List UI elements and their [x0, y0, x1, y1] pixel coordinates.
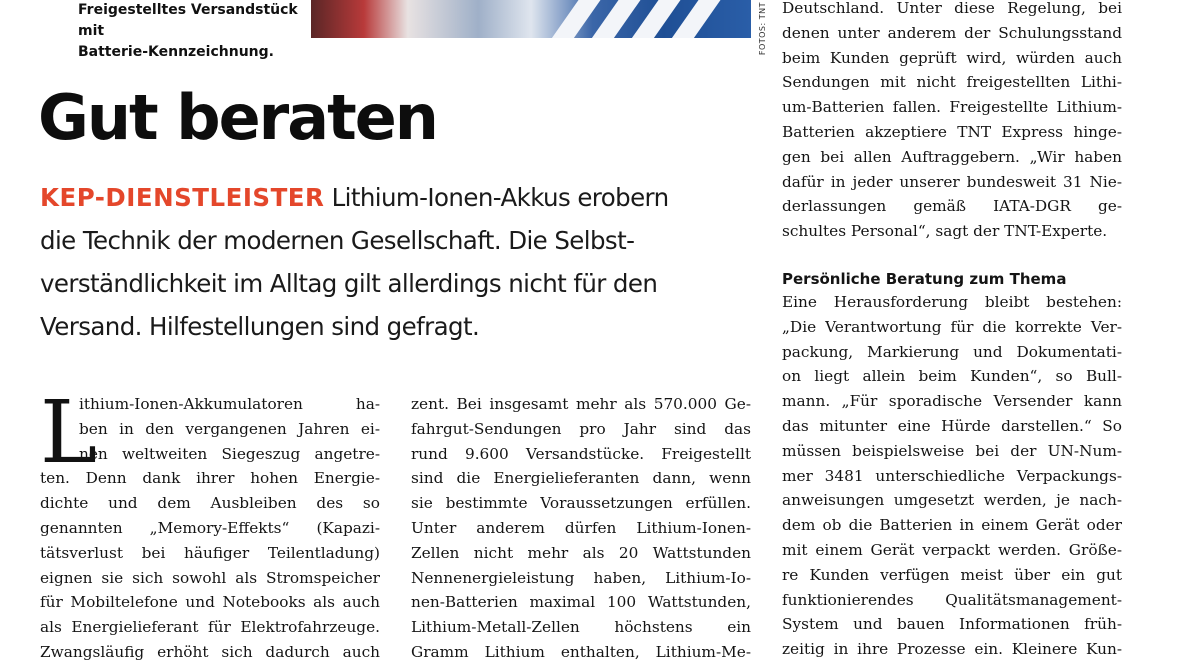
text-line: sind die Energielieferanten dann, wenn	[411, 469, 751, 488]
text-line: sie bestimmte Voraussetzungen erfüllen.	[411, 494, 751, 513]
text-line: eignen sie sich sowohl als Stromspeicher	[40, 568, 380, 587]
text-line: ten. Denn dank ihrer hohen Energie-	[40, 469, 380, 488]
body-column-1	[40, 383, 380, 665]
text-line: mit einem Gerät verpackt werden. Größe-	[782, 540, 1122, 559]
article-photo	[311, 0, 751, 38]
lead-paragraph	[40, 176, 755, 348]
dropcap: L	[40, 383, 98, 483]
text-line: beim Kunden geprüft wird, würden auch	[782, 48, 1122, 67]
text-line: Zwangsläufig erhöht sich dadurch auch	[40, 642, 380, 661]
subheading: Persönliche Beratung zum Thema	[782, 269, 1067, 288]
text-line: dichte und dem Ausbleiben des so	[40, 494, 380, 513]
text-line: Lithium-Metall-Zellen höchstens ein	[411, 618, 751, 637]
body-column-3	[782, 0, 1122, 662]
text-line: re Kunden verfügen meist über ein gut	[782, 565, 1122, 584]
text-line: ben in den vergangenen Jahren ei-	[79, 419, 380, 438]
text-line: tätsverlust bei häufiger Teilentladung)	[40, 543, 380, 562]
lead-line: Lithium-Ionen-Akkus erobern	[324, 183, 669, 212]
lead-line: Versand. Hilfestellungen sind gefragt.	[40, 312, 480, 341]
text-line: Unter anderem dürfen Lithium-Ionen-	[411, 518, 751, 537]
text-line: funktionierendes Qualitätsmanagement-	[782, 590, 1122, 609]
text-line: zeitig in ihre Prozesse ein. Kleinere Kun-	[782, 640, 1122, 659]
text-line: Deutschland. Unter diese Regelung, bei	[782, 0, 1122, 17]
lead-line: die Technik der modernen Gesellschaft. Die Selbst-	[40, 226, 635, 255]
photo-caption	[78, 0, 308, 63]
text-line: packung, Markierung und Dokumentati-	[782, 342, 1122, 361]
text-line: für Mobiltelefone und Notebooks als auch	[40, 593, 380, 612]
text-line: Batterien akzeptiere TNT Express hinge-	[782, 122, 1122, 141]
text-line: schultes Personal“, sagt der TNT-Experte.	[782, 222, 1108, 241]
text-line: Nennenergieleistung haben, Lithium-Io-	[411, 568, 751, 587]
body-column-2	[411, 392, 751, 665]
text-line: on liegt allein beim Kunden“, so Bull-	[782, 367, 1122, 386]
lead-line: verständlichkeit im Alltag gilt allerdings nicht für den	[40, 269, 658, 298]
text-line: dem ob die Batterien in einem Gerät oder	[782, 516, 1122, 535]
text-line: genannten „Memory-Effekts“ (Kapazi-	[40, 518, 380, 537]
text-line: Sendungen mit nicht freigestellten Lithi-	[782, 73, 1122, 92]
caption-line: Batterie-Kennzeichnung.	[78, 44, 274, 60]
text-line: nen-Batterien maximal 100 Wattstunden,	[411, 593, 751, 612]
text-line: derlassungen gemäß IATA-DGR ge-	[782, 197, 1122, 216]
text-line: anweisungen umgesetzt werden, je nach-	[782, 491, 1122, 510]
caption-line: Freigestelltes Versandstück mit	[78, 2, 298, 39]
text-line: gen bei allen Auftraggebern. „Wir haben	[782, 147, 1122, 166]
text-line: nen weltweiten Siegeszug angetre-	[79, 444, 380, 463]
text-line: dafür in jeder unserer bundesweit 31 Nie-	[782, 172, 1122, 191]
text-line: System und bauen Informationen früh-	[782, 615, 1122, 634]
text-line: zent. Bei insgesamt mehr als 570.000 Ge-	[411, 395, 751, 413]
text-line: mer 3481 unterschiedliche Verpackungs-	[782, 466, 1122, 485]
text-line: ithium-Ionen-Akkumulatoren ha-	[79, 395, 380, 413]
text-line: „Die Verantwortung für die korrekte Ver-	[782, 317, 1122, 336]
text-line: Eine Herausforderung bleibt bestehen:	[782, 292, 1122, 311]
kicker: KEP-DIENSTLEISTER	[40, 183, 325, 212]
text-line: um-Batterien fallen. Freigestellte Lithium-	[782, 98, 1122, 117]
text-line: mann. „Für sporadische Versender kann	[782, 392, 1122, 411]
text-line: Zellen nicht mehr als 20 Wattstunden	[411, 543, 751, 562]
text-line: denen unter anderem der Schulungsstand	[782, 23, 1122, 42]
photo-credit: FOTOS: TNT	[758, 2, 767, 56]
text-line: als Energielieferant für Elektrofahrzeuge.	[40, 618, 380, 637]
text-line: Gramm Lithium enthalten, Lithium-Me-	[411, 642, 751, 661]
text-line: das mitunter eine Hürde darstellen.“ So	[782, 416, 1122, 435]
text-line: müssen beispielsweise bei der UN-Num-	[782, 441, 1122, 460]
text-line: fahrgut-Sendungen pro Jahr sind das	[411, 419, 751, 438]
text-line: rund 9.600 Versandstücke. Freigestellt	[411, 444, 751, 463]
headline: Gut beraten	[38, 81, 437, 154]
